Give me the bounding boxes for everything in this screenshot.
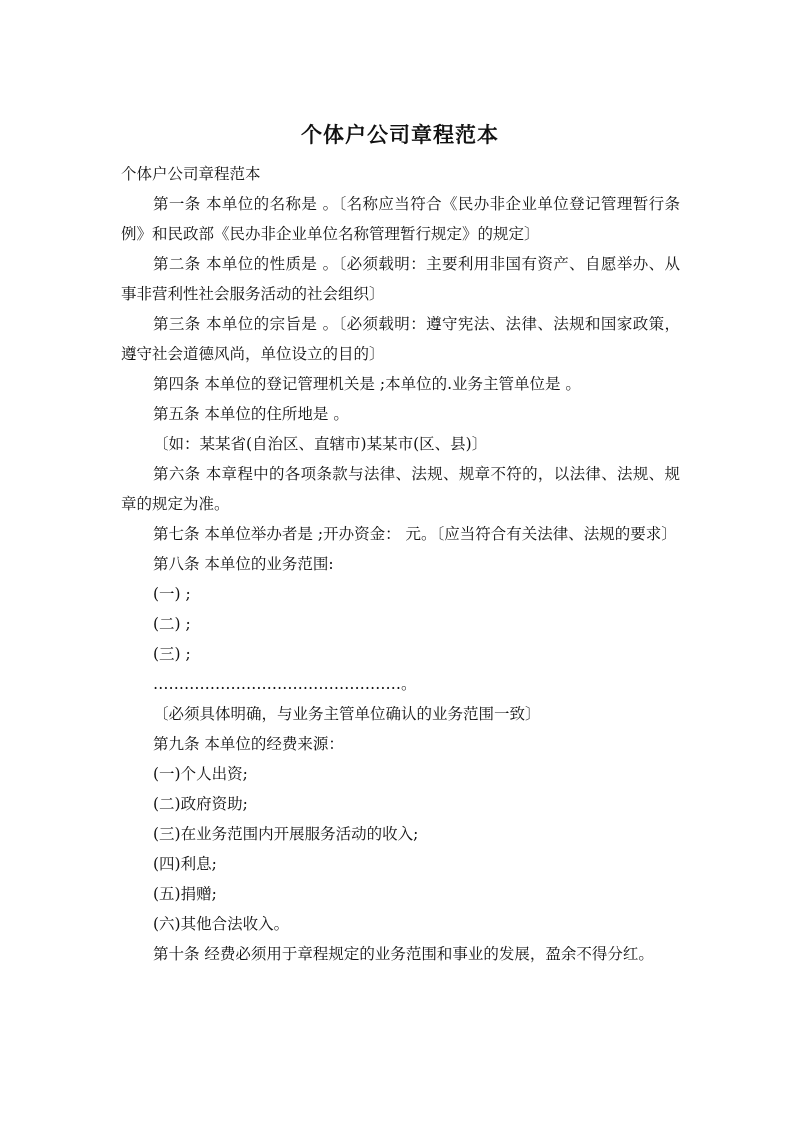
- article-3: 第三条 本单位的宗旨是 。〔必须载明：遵守宪法、法律、法规和国家政策，遵守社会道德风尚，单位设立的目的〕: [121, 315, 680, 363]
- article-8-item-3: (三) ;: [153, 645, 191, 663]
- article-9-item-3: (三)在业务范围内开展服务活动的收入;: [153, 825, 419, 843]
- paragraph-subtitle: 个体户公司章程范本: [121, 165, 261, 183]
- article-9-item-4: (四)利息;: [153, 855, 217, 873]
- article-9-item-5: (五)捐赠;: [153, 885, 217, 903]
- article-5: 第五条 本单位的住所地是 。: [153, 405, 349, 423]
- article-4: 第四条 本单位的登记管理机关是 ;本单位的.业务主管单位是 。: [153, 375, 581, 393]
- article-2: 第二条 本单位的性质是 。〔必须载明：主要利用非国有资产、自愿举办、从事非营利性社会服务活动的社会组织〕: [121, 255, 680, 303]
- article-8: 第八条 本单位的业务范围:: [153, 555, 334, 573]
- article-7: 第七条 本单位举办者是 ;开办资金： 元。〔应当符合有关法律、法规的要求〕: [153, 525, 677, 543]
- article-8-ellipsis: …………………………………………。: [153, 675, 417, 693]
- article-9-item-2: (二)政府资助;: [153, 795, 248, 813]
- document-title: 个体户公司章程范本: [301, 123, 499, 147]
- article-9-item-6: (六)其他合法收入。: [153, 915, 290, 933]
- article-10: 第十条 经费必须用于章程规定的业务范围和事业的发展，盈余不得分红。: [153, 945, 654, 963]
- document-body: [121, 159, 680, 969]
- article-1: 第一条 本单位的名称是 。〔名称应当符合《民办非企业单位登记管理暂行条例》和民政部《民办非企业单位名称管理暂行规定》的规定〕: [121, 195, 680, 243]
- article-9: 第九条 本单位的经费来源：: [153, 735, 344, 753]
- article-6: 第六条 本章程中的各项条款与法律、法规、规章不符的，以法律、法规、规章的规定为准。: [121, 465, 680, 513]
- article-5-note: 〔如：某某省(自治区、直辖市)某某市(区、县)〕: [153, 435, 488, 453]
- article-8-item-1: (一) ;: [153, 585, 191, 603]
- article-9-item-1: (一)个人出资;: [153, 765, 248, 783]
- article-8-item-2: (二) ;: [153, 615, 191, 633]
- article-8-note: 〔必须具体明确，与业务主管单位确认的业务范围一致〕: [153, 705, 541, 723]
